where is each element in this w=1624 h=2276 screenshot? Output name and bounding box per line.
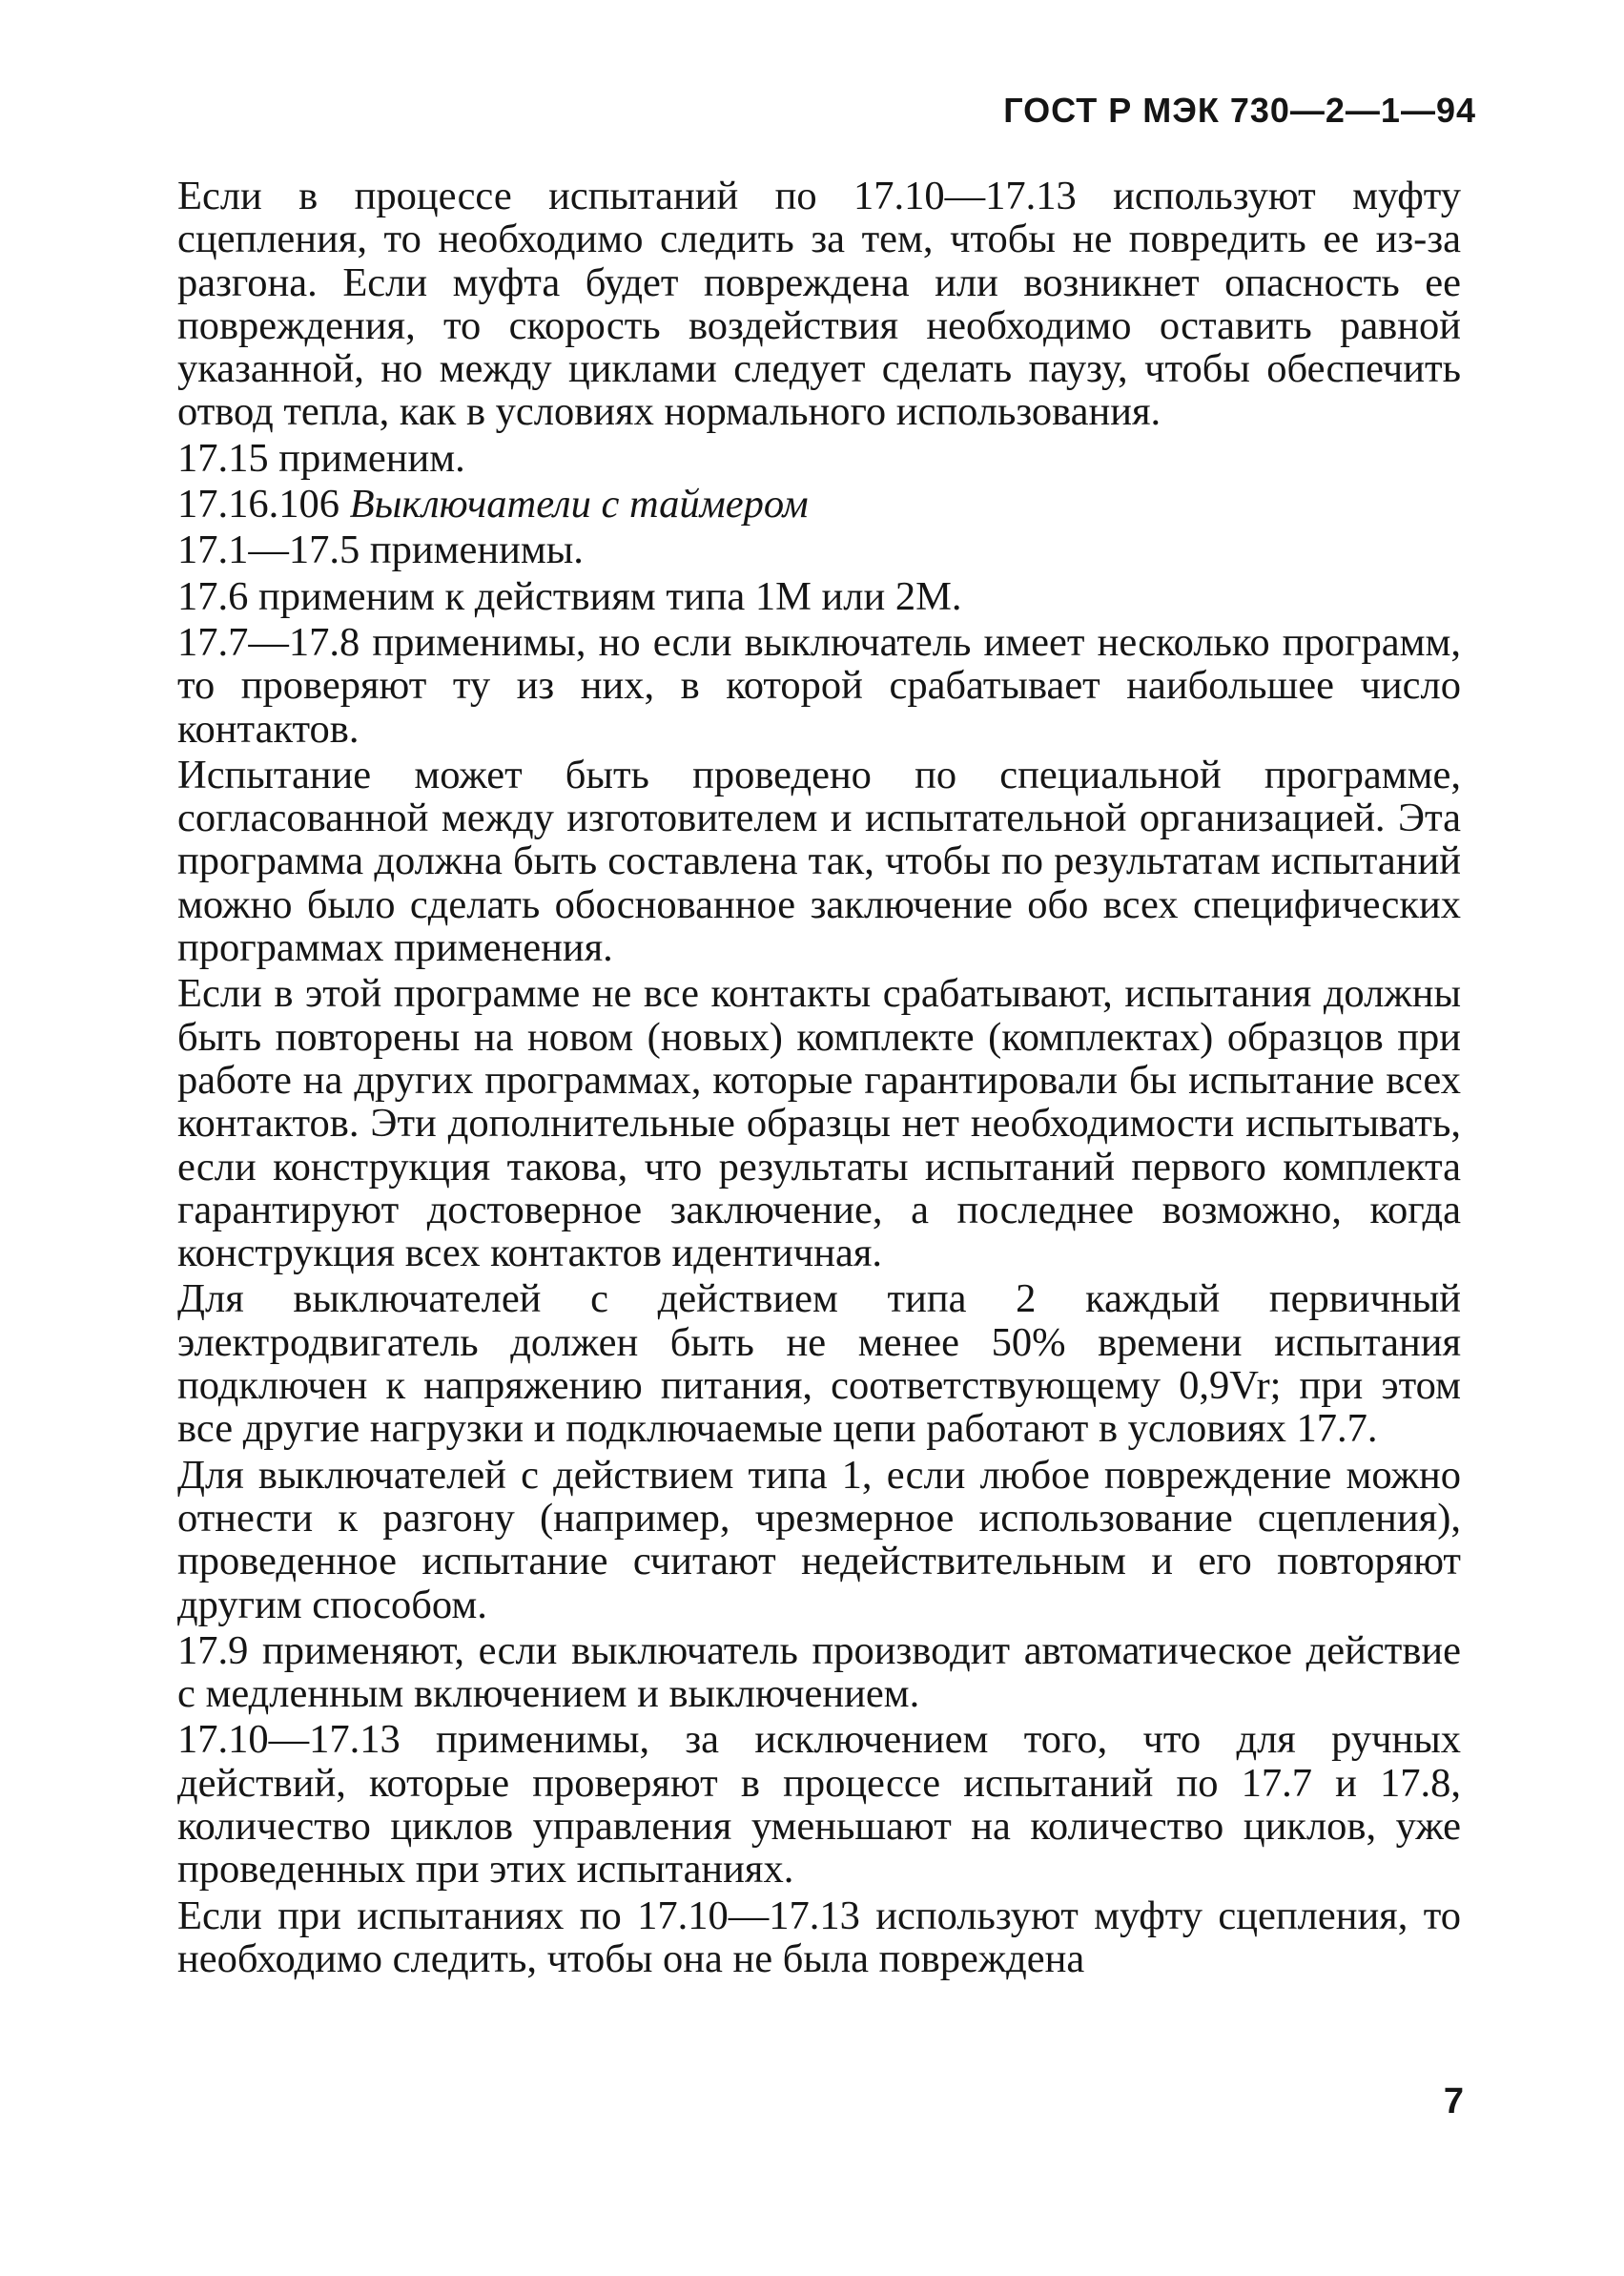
paragraph [177,754,1461,969]
paragraph-text: Испытание может быть проведено по специальной программе, согласованной между изготовителем и испытательной организацией. Эта программа должна быть составлена так, чтобы по результатам испытаний можно было сделать обоснованное заключение обо всех специфических программах применения. [177,752,1461,971]
paragraph [177,1454,1461,1626]
section-heading [177,483,1461,526]
paragraph [177,575,1461,618]
document-header: ГОСТ Р МЭК 730—2—1—94 [1003,91,1476,130]
paragraph [177,175,1461,434]
paragraph-text: 17.15 применим. [177,435,465,481]
paragraph [177,437,1461,480]
paragraph [177,1894,1461,1981]
paragraph-text: Если в этой программе не все контакты срабатывают, испытания должны быть повторены на новом (новых) комплекте (комплектах) образцов при работе на других программах, которые гарантировали бы испытание всех контактов. Эти дополнительные образцы нет необходимости испытывать, если конструкция такова, что результаты испытаний первого комплекта гарантируют достоверное заключение, а последнее возможно, когда конструкция всех контактов идентичная. [177,971,1461,1276]
paragraph-text: Для выключателей с действием типа 2 каждый первичный электродвигатель должен быть не менее 50% времени испытания подключен к напряжению питания, соответствующему 0,9Vr; при этом все другие нагрузки и подключаемые цепи работают в условиях 17.7. [177,1276,1461,1452]
section-number: 17.16.106 [177,482,339,528]
paragraph [177,528,1461,571]
paragraph-text: Если в процессе испытаний по 17.10—17.13 используют муфту сцепления, то необходимо следить за тем, чтобы не повредить ее из-за разгона. Если муфта будет повреждена или возникнет опасность ее повреждения, то скорость воздействия необходимо оставить равной указанной, но между циклами следует сделать паузу, чтобы обеспечить отвод тепла, как в условиях нормального использования. [177,174,1461,435]
paragraph-text: Если при испытаниях по 17.10—17.13 используют муфту сцепления, то необходимо следить, чтобы она не была повреждена [177,1893,1461,1981]
paragraph-text: 17.10—17.13 применимы, за исключением того, что для ручных действий, которые проверяют в процессе испытаний по 17.7 и 17.8, количество циклов управления уменьшают на количество циклов, уже проведенных при этих испытаниях. [177,1717,1461,1893]
paragraph [177,1277,1461,1450]
paragraph-text: 17.7—17.8 применимы, но если выключатель имеет несколько программ, то проверяют ту из них, в которой срабатывает наибольшее число контактов. [177,619,1461,752]
section-title: Выключатели с таймером [349,482,809,528]
paragraph [177,1718,1461,1891]
paragraph-text: 17.1—17.5 применимы. [177,528,584,573]
paragraph-text: Для выключателей с действием типа 1, если любое повреждение можно отнести к разгону (например, чрезмерное использование сцепления), проведенное испытание считают недействительным и его повторяют другим способом. [177,1452,1461,1627]
paragraph-text: 17.9 применяют, если выключатель производит автоматическое действие с медленным включением и выключением. [177,1627,1461,1717]
paragraph [177,972,1461,1274]
paragraph-text: 17.6 применим к действиям типа 1М или 2М. [177,573,962,619]
page-number: 7 [1443,2081,1464,2121]
paragraph [177,621,1461,751]
body-text [177,175,1461,1983]
paragraph [177,1629,1461,1716]
